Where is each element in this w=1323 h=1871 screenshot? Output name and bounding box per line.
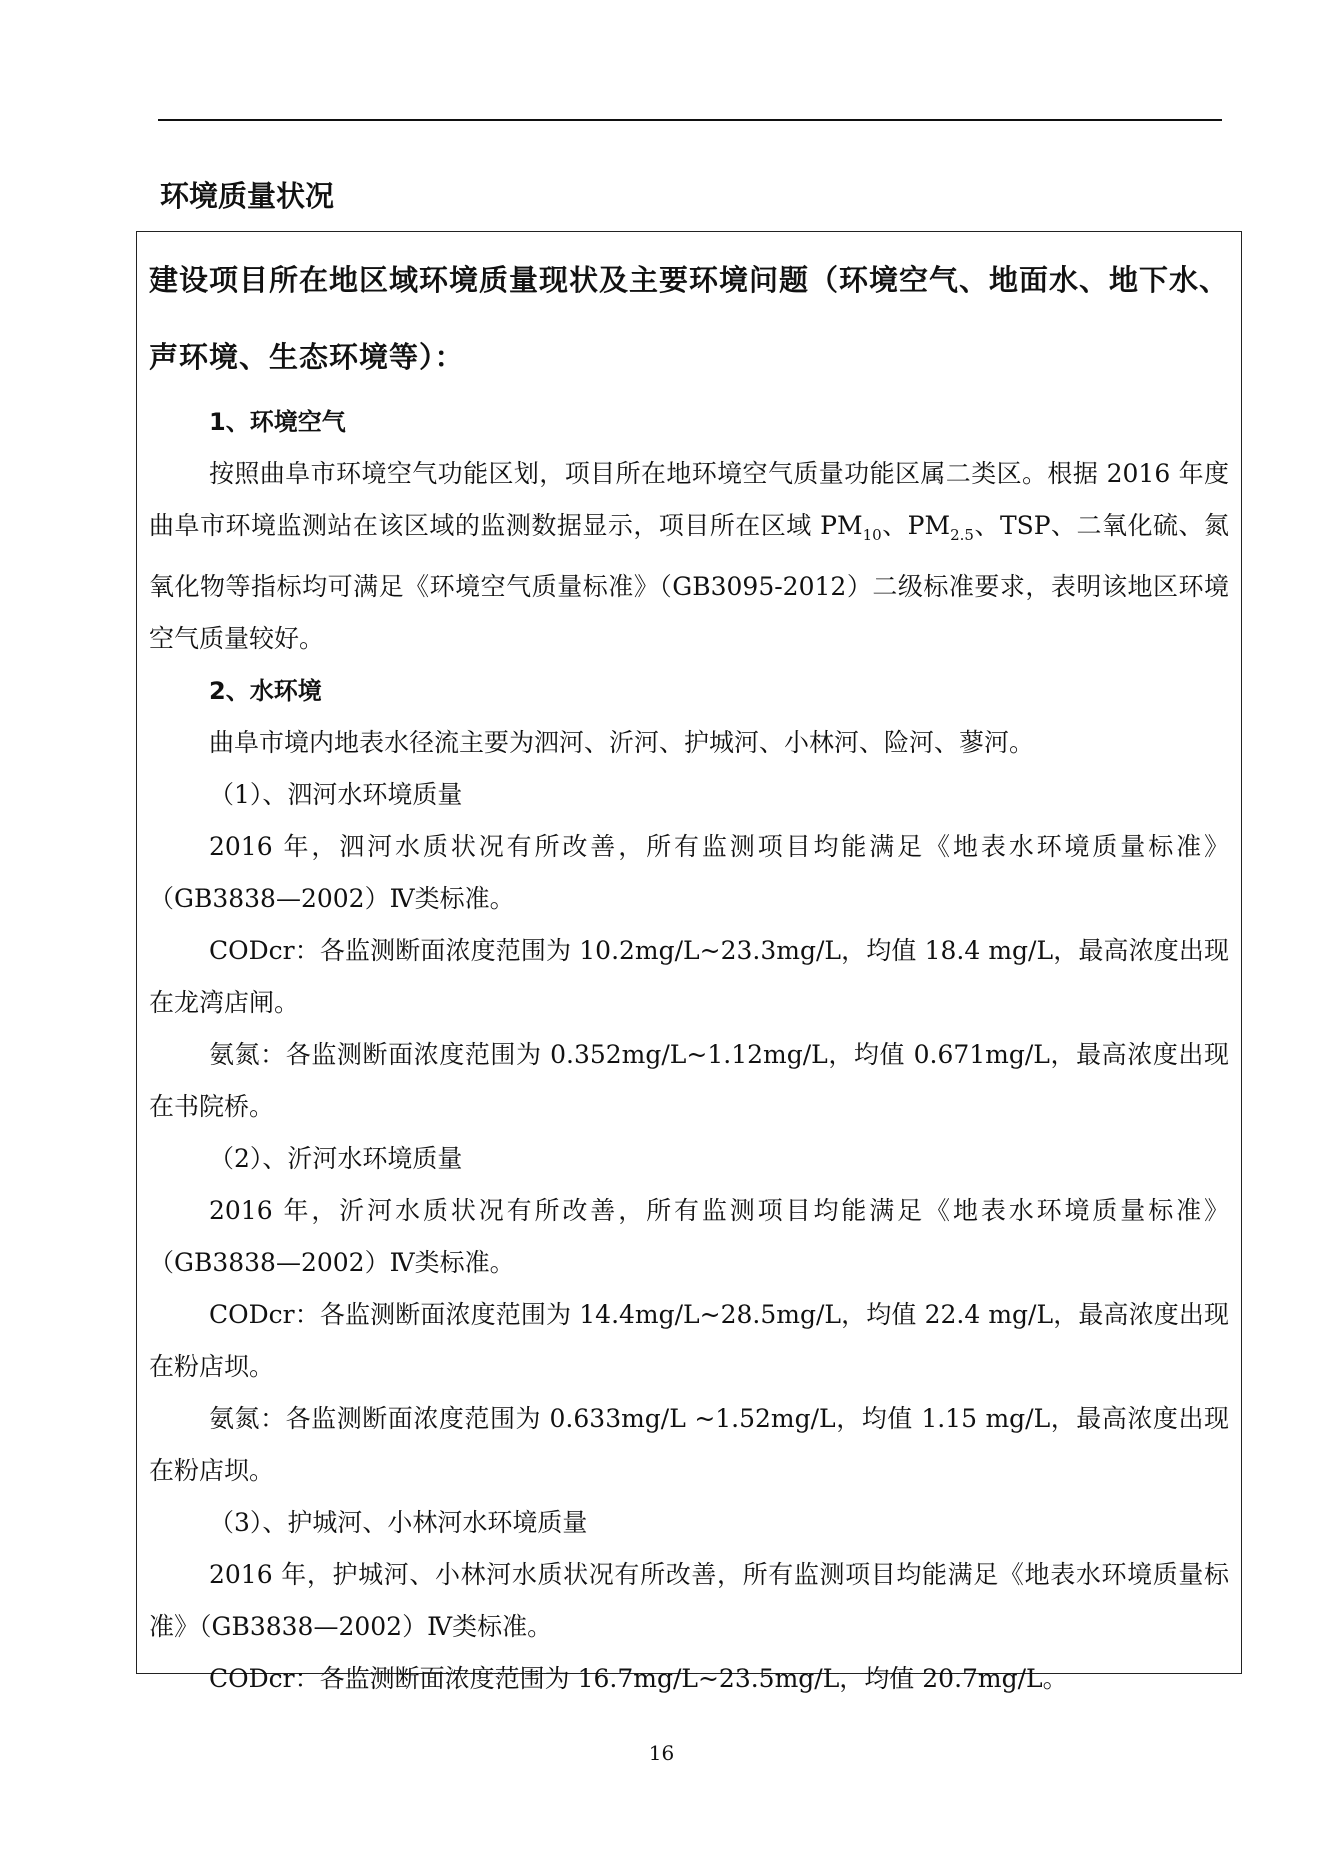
pm10-subscript: 10 (862, 526, 882, 544)
water-intro: 曲阜市境内地表水径流主要为泗河、沂河、护城河、小林河、险河、蓼河。 (209, 728, 1035, 757)
huchenghe-title: （3）、护城河、小林河水环境质量 (209, 1508, 588, 1537)
yihe-nh3: 氨氮：各监测断面浓度范围为 0.633mg/L ~1.52mg/L，均值 1.15 mg/L，最高浓度出现在粉店坝。 (149, 1404, 1229, 1485)
sihe-nh3: 氨氮：各监测断面浓度范围为 0.352mg/L~1.12mg/L，均值 0.671mg/L，最高浓度出现在书院桥。 (149, 1040, 1229, 1121)
air-heading: 1、环境空气 (209, 408, 346, 436)
page-number: 16 (648, 1741, 675, 1765)
section-title: 环境质量状况 (160, 179, 335, 213)
sihe-cod: CODcr：各监测断面浓度范围为 10.2mg/L~23.3mg/L，均值 18.4 mg/L，最高浓度出现在龙湾店闸。 (149, 936, 1229, 1017)
content-box (136, 231, 1242, 1693)
air-text-b: 、PM (881, 511, 951, 540)
pm25-subscript: 2.5 (950, 526, 974, 544)
yihe-title: （2）、沂河水环境质量 (209, 1144, 463, 1173)
huchenghe-cod: CODcr：各监测断面浓度范围为 16.7mg/L~23.5mg/L，均值 20.7mg/L。 (209, 1664, 1068, 1693)
air-text-c: 、TSP、二氧化硫、氮氧化物等指标均可满足《环境空气质量标准》（GB3095-2012）二级标准要求，表明该地区环境空气质量较好。 (149, 511, 1230, 653)
air-text-a: 按照曲阜市环境空气功能区划，项目所在地环境空气质量功能区属二类区。根据 2016 年度曲阜市环境监测站在该区域的监测数据显示，项目所在区域 PM (149, 459, 1229, 540)
yihe-cod: CODcr：各监测断面浓度范围为 14.4mg/L~28.5mg/L，均值 22.4 mg/L，最高浓度出现在粉店坝。 (149, 1300, 1229, 1381)
header-rule (158, 119, 1222, 121)
water-heading: 2、水环境 (209, 677, 322, 705)
yihe-paragraph: 2016 年，沂河水质状况有所改善，所有监测项目均能满足《地表水环境质量标准》（GB3838—2002）Ⅳ类标准。 (149, 1196, 1229, 1277)
sihe-paragraph: 2016 年，泗河水质状况有所改善，所有监测项目均能满足《地表水环境质量标准》（GB3838—2002）Ⅳ类标准。 (149, 832, 1229, 913)
air-paragraph (149, 448, 1229, 665)
huchenghe-paragraph: 2016 年，护城河、小林河水质状况有所改善，所有监测项目均能满足《地表水环境质量标准》（GB3838—2002）Ⅳ类标准。 (149, 1560, 1229, 1641)
box-heading: 建设项目所在地区域环境质量现状及主要环境问题（环境空气、地面水、地下水、声环境、生态环境等）： (149, 263, 1230, 374)
sihe-title: （1）、泗河水环境质量 (209, 780, 463, 809)
